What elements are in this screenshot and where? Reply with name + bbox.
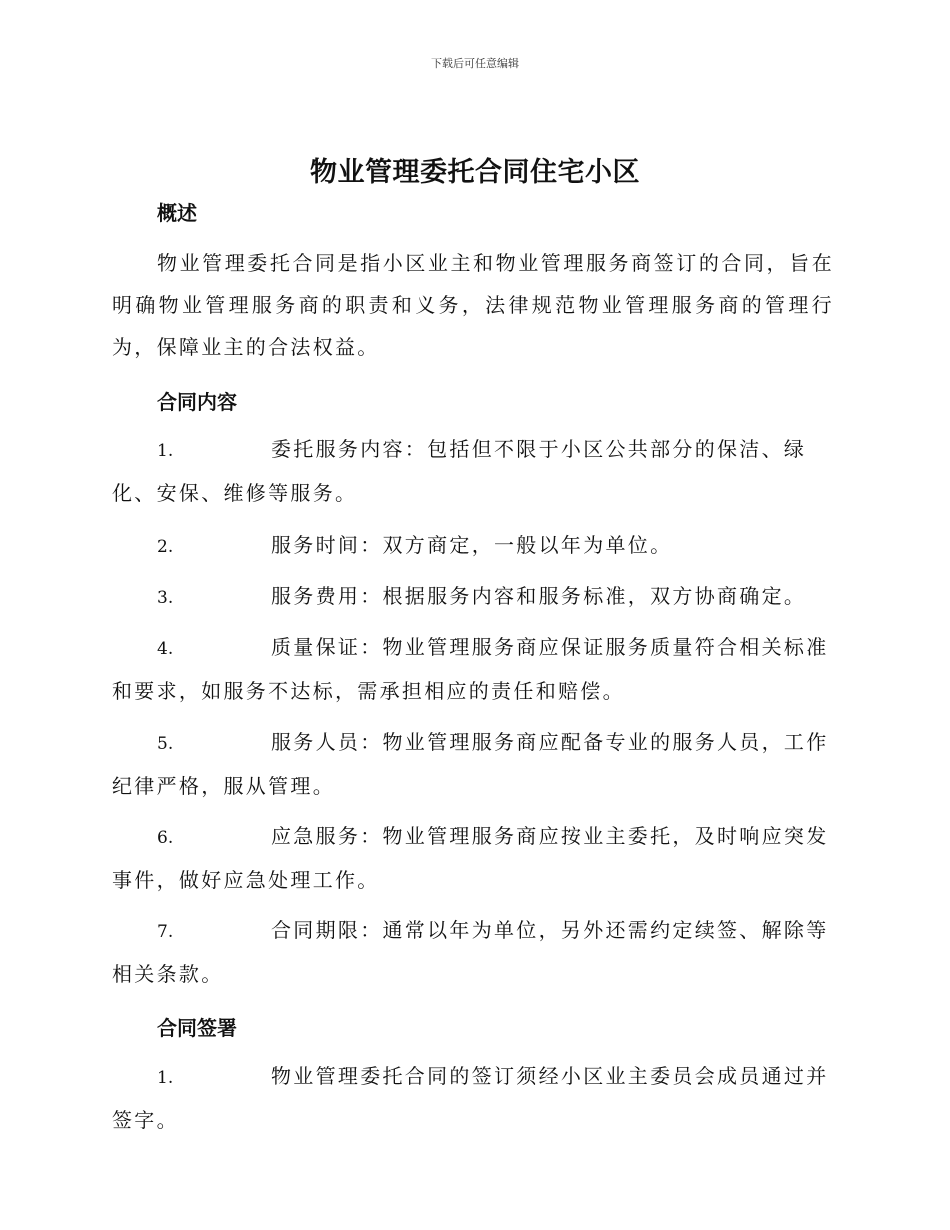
list-number: 6. (157, 828, 174, 848)
list-number: 1. (157, 441, 174, 461)
content-item-5 (112, 721, 834, 807)
list-number: 2. (157, 537, 174, 557)
list-text: 质量保证：物业管理服务商应保证服务质量符合相关标准和要求，如服务不达标，需承担相应的责任和赔偿。 (112, 635, 829, 703)
list-text: 合同期限：通常以年为单位，另外还需约定续签、解除等相关条款。 (112, 918, 829, 986)
list-number: 1. (157, 1068, 174, 1088)
list-number: 7. (157, 922, 174, 942)
list-number: 4. (157, 639, 174, 659)
section-heading-overview: 概述 (157, 201, 197, 225)
signing-item-1 (112, 1055, 834, 1141)
list-number: 5. (157, 734, 174, 754)
section-heading-signing: 合同签署 (157, 1016, 237, 1040)
list-text: 服务人员：物业管理服务商应配备专业的服务人员，工作纪律严格，服从管理。 (112, 730, 829, 798)
content-item-3 (112, 575, 834, 619)
list-text: 应急服务：物业管理服务商应按业主委托，及时响应突发事件，做好应急处理工作。 (112, 824, 829, 892)
document-title: 物业管理委托合同住宅小区 (310, 157, 640, 188)
overview-paragraph: 物业管理委托合同是指小区业主和物业管理服务商签订的合同，旨在明确物业管理服务商的职责和义务，法律规范物业管理服务商的管理行为，保障业主的合法权益。 (112, 251, 834, 359)
content-item-7 (112, 909, 834, 995)
list-text: 服务时间：双方商定，一般以年为单位。 (271, 533, 673, 557)
list-text: 物业管理委托合同的签订须经小区业主委员会成员通过并签字。 (112, 1064, 829, 1132)
list-text: 委托服务内容：包括但不限于小区公共部分的保洁、绿化、安保、维修等服务。 (112, 437, 807, 505)
section-heading-content: 合同内容 (157, 390, 237, 414)
content-item-4 (112, 626, 834, 712)
content-item-1 (112, 428, 834, 514)
content-item-2 (112, 524, 834, 568)
list-text: 服务费用：根据服务内容和服务标准，双方协商确定。 (271, 584, 807, 608)
list-number: 3. (157, 588, 174, 608)
content-item-6 (112, 815, 834, 901)
header-note: 下载后可任意编辑 (431, 57, 519, 70)
